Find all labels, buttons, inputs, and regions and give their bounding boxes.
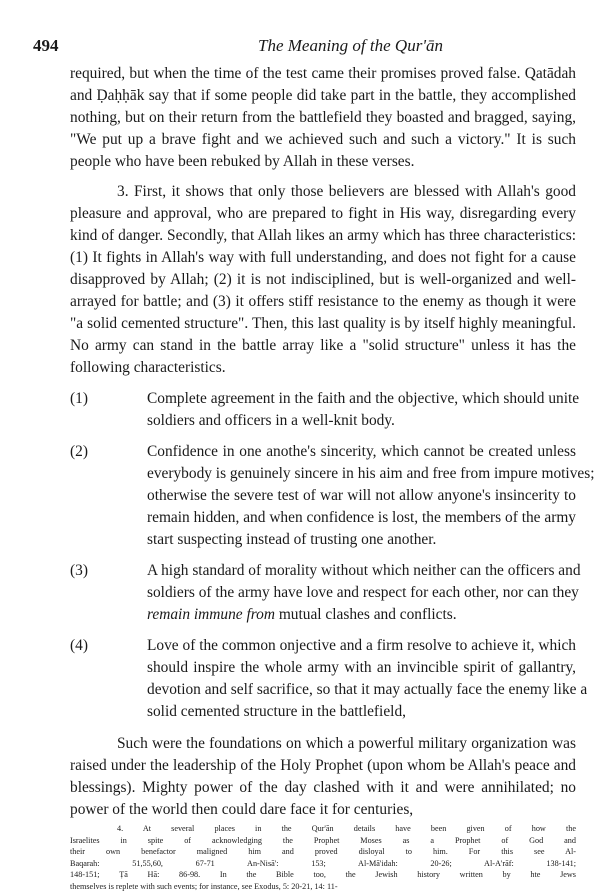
text-line: A high standard of morality without which neither can the officers and xyxy=(147,562,581,579)
text-line: 148-151; Ṭā Hā: 86-98. In the Bible too, the Jewish history written by hte Jews xyxy=(70,870,576,879)
text-line: start suspecting instead of trusting one another. xyxy=(147,531,437,548)
text-line: "a solid cemented structure". Then, this last quality is by itself highly meaningful. xyxy=(70,315,576,332)
text-line: No army can stand in the battle array like a "solid structure" unless it has the xyxy=(70,337,576,354)
text-line: Confidence in one anothe's sincerity, which cannot be created unless xyxy=(147,443,576,460)
text-line: and Ḍaḥḥāk say that if some people did take part in the battle, they accomplished xyxy=(70,87,576,104)
text-line: Such were the foundations on which a powerful military organization was xyxy=(117,735,576,752)
text-line: their own benefactor maligned him and proved disloyal to him. For this see Al- xyxy=(70,847,576,856)
text-line: (1) It fights in Allah's way with full understanding, and does not fight for a cause xyxy=(70,249,576,266)
text-line: 4. At several places in the Qur'ān details have been given of how the xyxy=(117,824,576,833)
text-line: Love of the common onjective and a firm resolve to achieve it, which xyxy=(147,637,576,654)
text-line: themselves is replete with such events; for instance, see Exodus, 5: 20-21, 14: 11- xyxy=(70,881,338,891)
page-number: 494 xyxy=(33,36,59,55)
text-line: raised under the leadership of the Holy Prophet (upon whom be Allah's peace and xyxy=(70,757,576,774)
page-header xyxy=(0,36,600,60)
text-line: disapproved by Allah; (2) it is not indisciplined, but is well-organized and well- xyxy=(70,271,576,288)
text-line: required, but when the time of the test came their promises proved false. Qatādah xyxy=(70,65,576,82)
list-marker: (3) xyxy=(70,562,88,579)
text-line: soldiers of the army have love and respect for each other, nor can they xyxy=(147,584,579,601)
text-line: following characteristics. xyxy=(70,359,226,376)
text-line: Israelites in spite of acknowledging the Prophet Moses as a Prophet of God and xyxy=(70,835,576,845)
text-line: kind of danger. Secondly, that Allah likes an army which has three characteristics: xyxy=(70,227,576,244)
text-line: devotion and self sacrifice, so that it may actually face the enemy like a xyxy=(147,681,588,698)
text-line: power of the world then could dare face it for centuries, xyxy=(70,801,414,818)
text-line: "We put up a brave fight and we achieved such and such a victory." It is such xyxy=(70,131,576,148)
text-line: arrayed for battle; and (3) it offers stiff resistance to the enemy as though it were xyxy=(70,293,576,310)
text-line: everybody is genuinely sincere in his aim and free from impure motives; xyxy=(147,465,595,482)
list-marker: (4) xyxy=(70,637,88,654)
list-marker: (2) xyxy=(70,443,88,460)
text-line: otherwise the severe test of war will not allow anyone's insincerity to xyxy=(147,487,576,504)
text-line: should inspire the whole army with an invincible spirit of gallantry, xyxy=(147,659,576,676)
text-line: solid cemented structure in the battlefield, xyxy=(147,703,406,720)
text-line: soldiers and officers in a well-knit body. xyxy=(147,412,395,429)
running-title: The Meaning of the Qur'ān xyxy=(258,36,443,55)
text-line: nothing, but on their return from the battlefield they boasted and bragged, saying, xyxy=(70,109,576,126)
text-fragment: mutual clashes and conflicts. xyxy=(274,606,457,623)
text-line: remain hidden, and when confidence is lost, the members of the army xyxy=(147,509,576,526)
italic-phrase: remain immune from xyxy=(147,606,275,623)
text-line: Complete agreement in the faith and the objective, which should unite xyxy=(147,390,580,407)
text-line: blessings). Mighty power of the day clashed with it and were annihilated; no xyxy=(70,779,576,796)
text-line: 3. First, it shows that only those believers are blessed with Allah's good xyxy=(117,183,576,200)
list-marker: (1) xyxy=(70,390,88,407)
text-line-emphasis xyxy=(147,604,576,626)
text-line: pleasure and approval, who are prepared to fight in His way, disregarding every xyxy=(70,205,576,222)
text-line: people who have been rebuked by Allah in these verses. xyxy=(70,153,415,170)
text-line: Baqarah: 51,55,60, 67-71 An-Nisā': 153; Al-Mā'idah: 20-26; Al-A'rāf: 138-141; xyxy=(70,858,576,868)
